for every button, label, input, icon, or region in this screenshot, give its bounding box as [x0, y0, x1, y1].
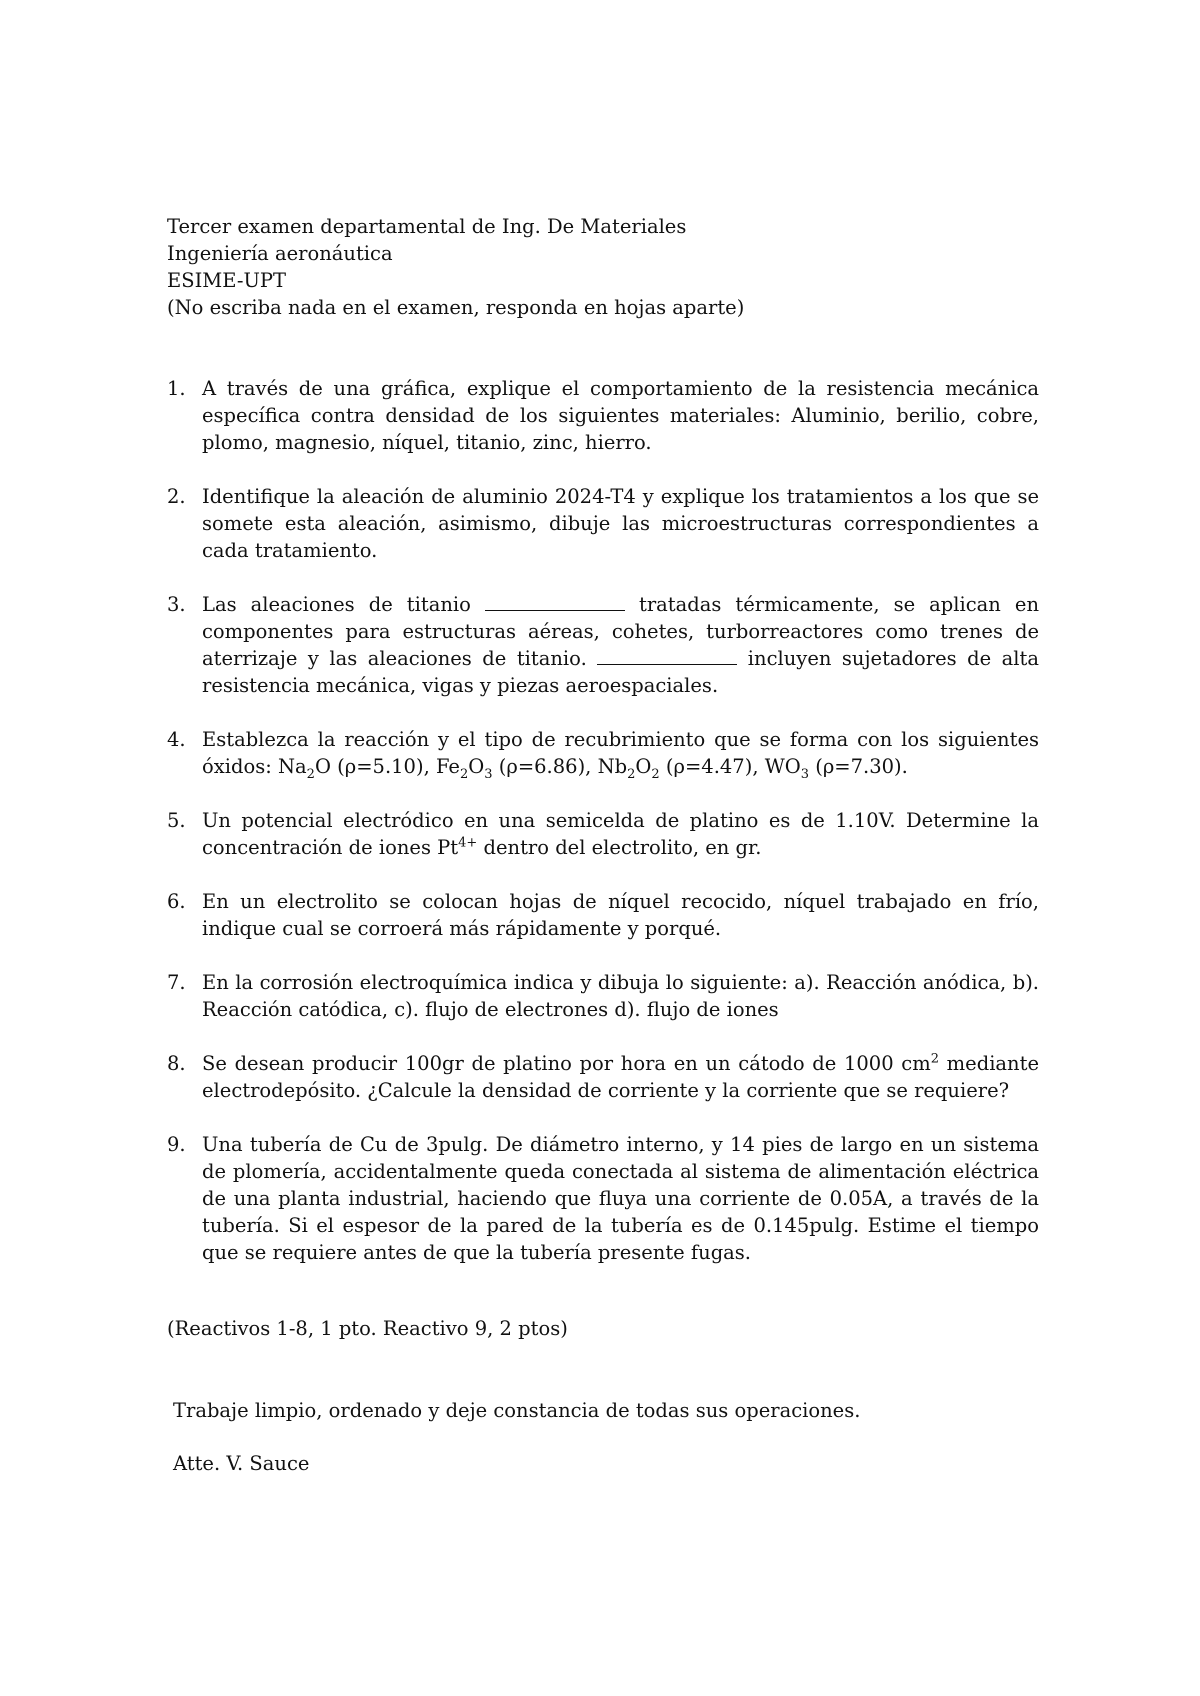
question-number: 1. [167, 377, 186, 400]
question-number: 9. [167, 1133, 186, 1156]
question-text: En un electrolito se colocan hojas de níquel recocido, níquel trabajado en frío, indique cual se corroerá más rápidamente y porqué. [202, 890, 1039, 940]
question-number: 6. [167, 890, 186, 913]
exam-header [167, 213, 744, 321]
question-number: 5. [167, 809, 186, 832]
question-8 [167, 1050, 1039, 1104]
question-2 [167, 483, 1039, 564]
question-5 [167, 807, 1039, 861]
question-list [167, 375, 1039, 1293]
question-number: 2. [167, 485, 186, 508]
question-7 [167, 969, 1039, 1023]
question-6 [167, 888, 1039, 942]
exam-school: ESIME-UPT [167, 269, 287, 292]
question-text: A través de una gráfica, explique el comportamiento de la resistencia mecánica específica contra densidad de los siguientes materiales: Aluminio, berilio, cobre, plomo, magnesio, níquel, titanio, zinc, hierro. [202, 377, 1039, 454]
scoring-note: (Reactivos 1-8, 1 pto. Reactivo 9, 2 ptos) [167, 1317, 568, 1340]
question-text: Identifique la aleación de aluminio 2024-T4 y explique los tratamientos a los que se somete esta aleación, asimismo, dibuje las microestructuras correspondientes a cada tratamiento. [202, 485, 1039, 562]
fill-in-blank-1 [485, 592, 625, 611]
question-1 [167, 375, 1039, 456]
question-text-part1: Las aleaciones de titanio [202, 593, 471, 616]
question-4 [167, 726, 1039, 780]
question-text: En la corrosión electroquímica indica y dibuja lo siguiente: a). Reacción anódica, b). Reacción catódica, c). flujo de electrones d). flujo de iones [202, 971, 1039, 1021]
question-number: 3. [167, 593, 186, 616]
signature: Atte. V. Sauce [173, 1452, 310, 1475]
exam-program: Ingeniería aeronáutica [167, 242, 393, 265]
question-text: Establezca la reacción y el tipo de recubrimiento que se forma con los siguientes óxidos: $Na_2O$ (ρ=5.10), $Fe_2O_3$ (ρ=6.86), $Nb_2O_2$ (ρ=4.47), $WO_3$ (ρ=7.30). [202, 728, 1039, 782]
question-number: 4. [167, 728, 186, 751]
question-number: 7. [167, 971, 186, 994]
question-text-part3: incluyen sujetadores de alta resistencia mecánica, vigas y piezas aeroespaciales. [202, 647, 1039, 697]
fill-in-blank-2 [597, 646, 737, 665]
instruction-note: Trabaje limpio, ordenado y deje constancia de todas sus operaciones. [173, 1399, 861, 1422]
question-text: Un potencial electródico en una semicelda de platino es de 1.10V. Determine la concentración de iones $Pt^{4+}$ dentro del electrolito, en gr. [202, 809, 1039, 859]
question-9 [167, 1131, 1039, 1266]
question-3 [167, 591, 1039, 699]
question-text: Una tubería de Cu de 3pulg. De diámetro interno, y 14 pies de largo en un sistema de plomería, accidentalmente queda conectada al sistema de alimentación eléctrica de una planta industrial, haciendo que fluya una corriente de 0.05A, a través de la tubería. Si el espesor de la pared de la tubería es de 0.145pulg. Estime el tiempo que se requiere antes de que la tubería presente fugas. [202, 1133, 1039, 1264]
question-text-part2: tratadas térmicamente, se aplican en componentes para estructuras aéreas, cohetes, turborreactores como trenes de aterrizaje y las aleaciones de titanio. [202, 593, 1040, 670]
question-number: 8. [167, 1052, 186, 1075]
exam-title: Tercer examen departamental de Ing. De Materiales [167, 215, 687, 238]
exam-note: (No escriba nada en el examen, responda en hojas aparte) [167, 296, 745, 319]
question-text: Se desean producir 100gr de platino por hora en un cátodo de 1000 $cm^2$ mediante electrodepósito. ¿Calcule la densidad de corriente y la corriente que se requiere? [202, 1051, 1039, 1102]
